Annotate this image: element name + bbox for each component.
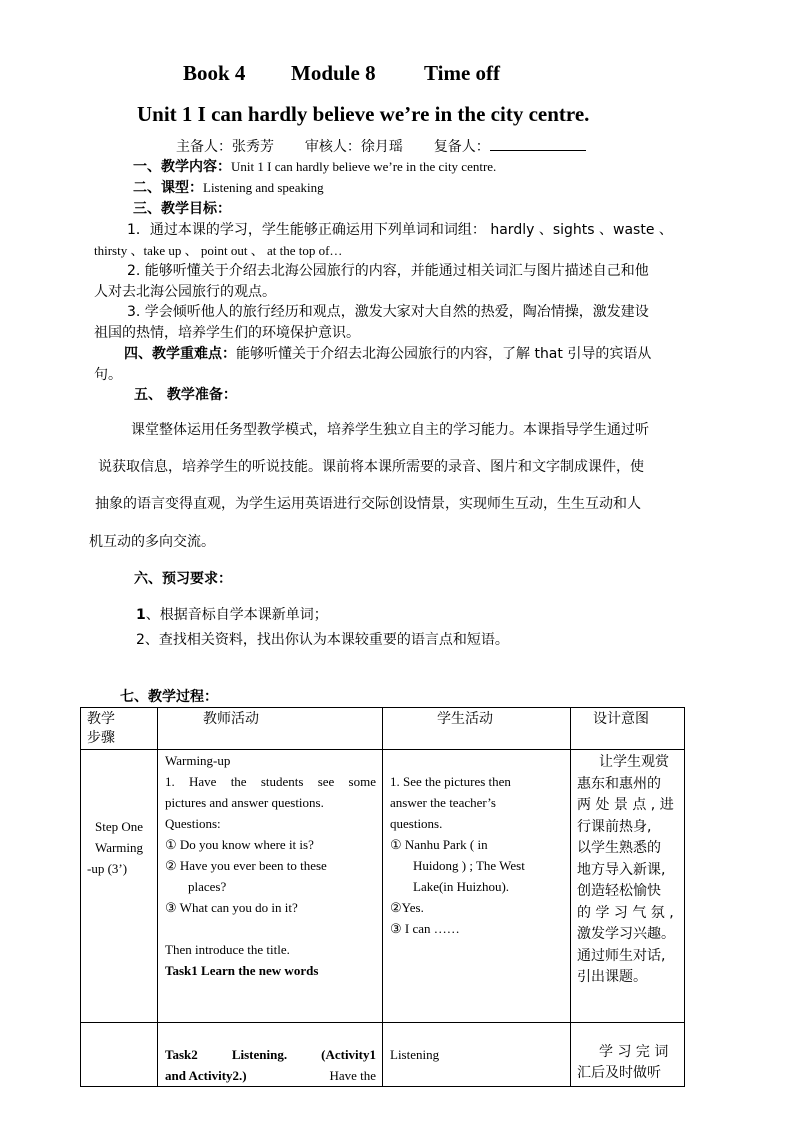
intent-line: 行课前热身, (577, 818, 652, 835)
intent-line: 创造轻松愉快 (577, 883, 661, 899)
teacher-task-2-line-1: Task2 Listening. (Activity1 (165, 1047, 376, 1062)
teacher-line-1: Warming-up (165, 753, 231, 768)
student-listening: Listening (390, 1047, 440, 1062)
student-answer-3: ③ I can …… (390, 921, 460, 936)
intent-line: 两 处 景 点 , 进 (577, 797, 674, 813)
header-student-text: 学生活动 (437, 711, 493, 727)
teacher-task-2-line-2: and Activity2.) (165, 1068, 247, 1083)
step-line-1: Step One (94, 819, 144, 834)
process-table (80, 707, 685, 1087)
teacher-question-2-cont: places? (188, 879, 227, 894)
section-key-points-line-2: 句。 (94, 367, 122, 383)
step-line-3: -up (3’) (87, 861, 128, 876)
section-key-points (124, 347, 651, 361)
step-cell (81, 750, 158, 1023)
preparers-line (176, 138, 586, 154)
intent-line: 让学生观赏 (599, 754, 669, 770)
teacher-activity-cell (158, 750, 383, 1023)
objective-3-line-2: 祖国的热情，培养学生们的环境保护意识。 (94, 325, 360, 341)
intent-line: 以学生熟悉的 (577, 840, 661, 856)
objective-2-line-2: 人对去北海公园旅行的观点。 (94, 284, 276, 300)
intent-cell-2 (571, 1023, 685, 1087)
student-answer-1-cont-2: Lake(in Huizhou). (413, 879, 510, 894)
section-lesson-type (133, 181, 324, 195)
section-content (133, 160, 496, 174)
main-preparer-name: 张秀芳 (232, 139, 274, 155)
section-lesson-type-text: Listening and speaking (203, 180, 324, 195)
intent-2-line-1: 学 习 完 词 (599, 1044, 669, 1060)
student-answer-2: ②Yes. (390, 900, 424, 915)
preview-item-1-text: 、根据音标自学本课新单词； (145, 607, 328, 623)
student-activity-cell (383, 750, 571, 1023)
teacher-question-1: ① Do you know where it is? (165, 837, 314, 852)
preview-item-1-number: 1 (136, 607, 146, 623)
preparation-para-line-1: 课堂整体运用任务型教学模式，培养学生独立自主的学习能力。本课指导学生通过听 (131, 422, 649, 438)
teacher-activity-cell-2 (158, 1023, 383, 1087)
intent-line: 激发学习兴趣。 (577, 926, 675, 942)
intent-line: 地方导入新课, (577, 861, 666, 878)
re-preparer-blank (490, 138, 586, 151)
student-answer-1: ① Nanhu Park ( in (390, 837, 488, 852)
objective-1-line-2: thirsty 、take up 、 point out 、 at the top of… (94, 243, 343, 258)
teacher-question-2: ② Have you ever been to these (165, 858, 327, 873)
section-key-points-label: 四、教学重难点： (124, 346, 236, 362)
teacher-task-2-line-2b: Have the (329, 1068, 376, 1083)
teacher-line-4: Questions: (165, 816, 221, 831)
topic-title: Time off (424, 61, 501, 85)
unit-title: Unit 1 I can hardly believe we’re in the city centre. (137, 102, 590, 126)
header-step-text (87, 710, 157, 748)
intent-2-line-2: 汇后及时做听 (577, 1065, 661, 1081)
reviewer-name: 徐月瑶 (360, 139, 403, 155)
table-row (81, 750, 685, 1023)
header-student (383, 708, 571, 750)
intent-line: 的 学 习 气 氛 , (577, 904, 674, 921)
intent-line: 引出课题。 (577, 969, 647, 985)
section-preparation-label: 五、 教学准备： (134, 387, 237, 403)
teacher-line-3: pictures and answer questions. (165, 795, 324, 810)
preview-item-2: 2、查找相关资料，找出你认为本课较重要的语言点和短语。 (136, 632, 509, 648)
section-preview-label: 六、预习要求： (134, 571, 232, 587)
student-line-2: answer the teacher’s (390, 795, 496, 810)
section-process-label: 七、教学过程： (120, 689, 218, 705)
student-line-1: 1. See the pictures then (390, 774, 511, 789)
section-objectives-label: 三、教学目标： (133, 201, 231, 217)
header-step (81, 708, 158, 750)
teacher-question-3: ③ What can you do in it? (165, 900, 298, 915)
section-key-points-text: 能够听懂关于介绍去北海公园旅行的内容，了解 that 引导的宾语从 (236, 346, 652, 362)
header-teacher-text: 教师活动 (203, 711, 259, 727)
student-line-3: questions. (390, 816, 443, 831)
objective-2-line-1: 2. 能够听懂关于介绍去北海公园旅行的内容，并能通过相关词汇与图片描述自己和他 (127, 263, 649, 279)
section-content-label: 一、教学内容： (133, 159, 231, 175)
section-content-text: Unit 1 I can hardly believe we’re in the city centre. (231, 159, 497, 174)
module-title: Module 8 (291, 61, 376, 85)
table-header-row (81, 708, 685, 750)
step-cell-2 (81, 1023, 158, 1087)
intent-cell (571, 750, 685, 1023)
preparation-para-line-3: 抽象的语言变得直观，为学生运用英语进行交际创设情景，实现师生互动，生生互动和人 (95, 496, 641, 512)
preparation-para-line-2: 说获取信息，培养学生的听说技能。课前将本课所需要的录音、图片和文字制成课件，使 (98, 459, 644, 475)
main-preparer-label: 主备人： (176, 139, 232, 155)
book-title: Book 4 (183, 61, 246, 85)
re-preparer-label: 复备人： (433, 139, 490, 155)
objective-1-line-1: 1．通过本课的学习，学生能够正确运用下列单词和词组： hardly 、sights 、waste 、 (127, 222, 673, 238)
teacher-task-1: Task1 Learn the new words (165, 963, 319, 978)
teacher-line-2: 1. Have the students see some (165, 774, 376, 789)
preparation-para-line-4: 机互动的多向交流。 (89, 534, 215, 550)
intent-line: 惠东和惠州的 (577, 775, 661, 792)
intent-line: 通过师生对话, (577, 947, 666, 964)
table-row (81, 1023, 685, 1087)
header-intent (571, 708, 685, 750)
intent-text (571, 750, 684, 989)
student-activity-cell-2 (383, 1023, 571, 1087)
teacher-line-5: Then introduce the title. (165, 942, 290, 957)
header-step-line: 步骤 (87, 730, 115, 746)
objective-3-line-1: 3. 学会倾听他人的旅行经历和观点，激发大家对大自然的热爱，陶冶情操，激发建设 (127, 304, 649, 320)
section-lesson-type-label: 二、课型： (133, 180, 203, 196)
reviewer-label: 审核人： (304, 139, 361, 155)
student-answer-1-cont: Huidong ) ; The West (413, 858, 525, 873)
header-intent-text: 设计意图 (593, 711, 649, 727)
header-step-line: 教学 (87, 711, 115, 727)
header-teacher (158, 708, 383, 750)
step-line-2: Warming (94, 840, 144, 855)
preview-item-1 (136, 608, 328, 622)
